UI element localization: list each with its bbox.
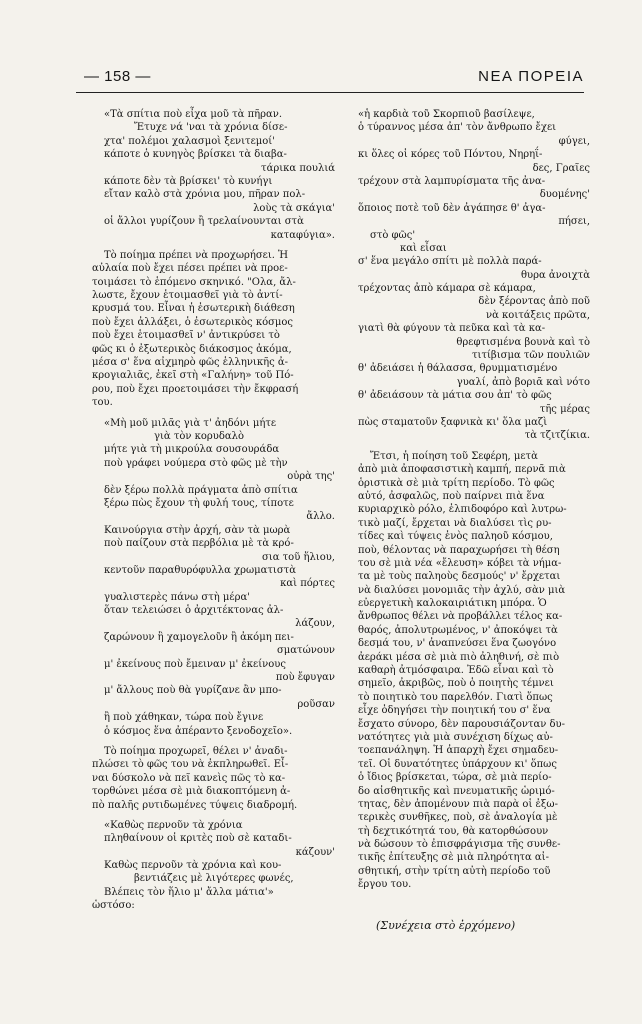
- left-column-line: ρου, ποὺ ἔχει προετοιμάσει τὴν ἔκφρασή: [92, 383, 299, 395]
- right-column-line: δεσμά του, ν' ἀναπνεύσει ἕνα ζωογόνο: [358, 638, 557, 650]
- right-column-line: Ἔτσι, ἡ ποίηση τοῦ Σεφέρη, μετὰ: [370, 450, 538, 462]
- left-column-line: Τὸ ποίημα πρέπει νὰ προχωρήσει. Ἡ: [104, 249, 289, 261]
- right-column-line: νὰ κοιτάξεις πρῶτα,: [486, 309, 590, 321]
- left-column-line: ὅταν τελειώσει ὁ ἀρχιτέκτονας ἀλ-: [104, 605, 284, 617]
- left-column-line: λωστε, ἔχουν ἑτοιμασθεῖ γιὰ τὸ ἀντί-: [92, 290, 283, 302]
- right-column-line: τικὸ μαζί, ἔρχεται νὰ διαλύσει τὶς ρυ-: [358, 517, 552, 529]
- left-column-line: δὲν ξέρω πολλὰ πράγματα ἀπὸ σπίτια: [104, 484, 298, 496]
- left-column-line: [92, 812, 335, 819]
- right-column-line: θρεφτισμένα βουνὰ καὶ τὸ: [456, 336, 590, 348]
- right-column-line: ἔργου του.: [358, 879, 412, 891]
- left-column-line: μ' ἐκείνους ποὺ ἔμειναν μ' ἐκείνους: [104, 658, 286, 670]
- right-column-line: ἔσχατο σύνορο, δὲν παρουσιάζονταν δυ-: [358, 718, 565, 730]
- left-column-line: ναι δύσκολο νὰ πεῖ κανεὶς πῶς τὸ κα-: [92, 772, 286, 784]
- right-column-line: θαρός, ἀπολυτρωμένος, ν' ἀποκόψει τὰ: [358, 624, 558, 636]
- right-column-line: γυαλί, ἀπὸ βοριᾶ καὶ νότο: [456, 376, 590, 388]
- right-column-line: δες, Γραῖες: [532, 162, 590, 174]
- right-column-line: εἶχε ὁδηγήσει τὴν ποιητική του σ' ἕνα: [358, 705, 551, 717]
- left-column: [92, 108, 335, 913]
- left-column-line: Τὸ ποίημα προχωρεῖ, θέλει ν' ἀναδι-: [104, 745, 288, 757]
- left-column-line: ποὺ ἔχει ἑτοιμασθεῖ ν' ἀντικρύσει τὸ: [92, 330, 280, 342]
- left-column-line: ποὺ ἔχει ἀλλάξει, ὁ ἐσωτερικὸς κόσμος: [92, 316, 294, 328]
- right-column-line: δυομένης': [539, 189, 590, 201]
- right-column-line: ὁ τύραννος μέσα ἀπ' τὸν ἄνθρωπο ἔχει: [358, 122, 557, 134]
- right-column-line: κι ὅλες οἱ κόρες τοῦ Πόντου, Νηρηΐ-: [358, 149, 543, 161]
- right-column-line: τιτίβισμα τῶν πουλιῶν: [472, 350, 590, 362]
- right-column-line: θυρα ἀνοιχτὰ: [520, 269, 590, 281]
- right-column-line: νατότητες γιὰ μιὰ συνέχιση δίχως αὐ-: [358, 731, 553, 743]
- right-column-line: τὰ τζιτζίκια.: [524, 430, 590, 442]
- right-column-line: τρέχοντας ἀπὸ κάμαρα σὲ κάμαρα,: [358, 283, 536, 295]
- left-column-line: [92, 410, 335, 417]
- left-column-line: οἱ ἄλλοι γυρίζουν ἢ τρελαίνουνται στὰ: [104, 216, 304, 228]
- left-column-line: γυαλιστερὲς πάνω στὴ μέρα': [104, 591, 250, 603]
- left-column-line: τάρικα πουλιά: [261, 162, 335, 174]
- right-column-line: τὴ δεχτικότητά του, θὰ κατορθώσουν: [358, 825, 549, 837]
- left-column-line: καὶ πόρτες: [280, 578, 335, 590]
- right-column-line: ὅποιος ποτὲ τοῦ δὲν ἀγάπησε θ' ἀγα-: [358, 202, 546, 214]
- left-column-line: πὸ παλῆς ρυτιδωμένες τύψεις διαδρομή.: [92, 799, 298, 811]
- page-header: [76, 62, 584, 93]
- left-column-line: [92, 242, 335, 249]
- right-column-line: ὁ ἴδιος βρίσκεται, τώρα, σὲ μιὰ περίο-: [358, 772, 552, 784]
- left-column-line: κάποτε δὲν τὰ βρίσκει' τὸ κυνήγι: [104, 175, 273, 187]
- right-column-line: τητας, δὲν ἀπομένουν πιὰ παρὰ οἱ ἐξω-: [358, 798, 558, 810]
- right-column-line: [358, 443, 590, 450]
- left-column-line: Καθὼς περνοῦν τὰ χρόνια καὶ κου-: [104, 860, 282, 872]
- left-column-line: κρυσμά του. Εἶναι ἡ ἐσωτερικὴ διάθεση: [92, 303, 295, 315]
- left-column-line: φῶς κι ὁ ἐξωτερικὸς διάκοσμος ἀκόμα,: [92, 343, 292, 355]
- right-column-line: ἀπὸ μιὰ ἀποφασιστικὴ καμπή, περνᾶ πιὰ: [358, 464, 566, 476]
- left-column-line: [92, 738, 335, 745]
- left-column-line: μήτε γιὰ τὴ μικρούλα σουσουράδα: [104, 444, 280, 456]
- right-column: [358, 108, 590, 892]
- right-column-line: τίδες καὶ τύψεις ἑνὸς παληοῦ κόσμου,: [358, 531, 553, 543]
- left-column-line: γιὰ τὸν κορυδαλὸ: [154, 430, 244, 442]
- right-column-line: νὰ διαλύσει μονομιᾶς τὴν ἀχλύ, σὰν μιὰ: [358, 584, 566, 596]
- continued-note: (Συνέχεια στὸ ἐρχόμενο): [376, 919, 516, 932]
- left-column-line: ἄλλο.: [306, 511, 335, 523]
- journal-title: ΝΕΑ ΠΟΡΕΙΑ: [478, 68, 584, 85]
- right-column-line: «ἡ καρδιὰ τοῦ Σκορπιοῦ βασίλεψε,: [358, 109, 535, 120]
- left-column-line: λάζουν,: [295, 618, 335, 630]
- left-column-line: τοιμάσει τὸ ἑπόμενο σκηνικό. "Ολα, ἄλ-: [92, 276, 296, 288]
- right-column-line: δο αἰσθητικῆς καὶ πνευματικῆς ὡριμό-: [358, 785, 555, 797]
- right-column-line: ὁριστικὰ σὲ μιὰ τρίτη περίοδο. Τὸ φῶς: [358, 477, 555, 489]
- right-column-line: δὲν ξέροντας ἀπὸ ποῦ: [478, 296, 590, 308]
- left-column-line: βεντιάζεις μὲ λιγότερες φωνές,: [134, 873, 294, 885]
- left-column-line: μ' ἄλλους ποὺ θὰ γυρίζανε ἂν μπο-: [104, 685, 282, 697]
- left-column-line: σματώνουν: [276, 645, 335, 657]
- left-column-line: ὡστόσο:: [92, 900, 135, 912]
- right-column-line: θ' ἀδειάσει ἡ θάλασσα, θρυμματισμένο: [358, 363, 558, 375]
- left-column-line: λοὺς τὰ σκάγια': [253, 202, 335, 214]
- right-column-line: σθητική, στὴν τρίτη αὐτὴ περίοδο τοῦ: [358, 865, 551, 877]
- left-column-line: κάζουν': [295, 846, 335, 858]
- right-column-line: πὼς σταματοῦν ξαφνικὰ κι' ὅλα μαζὶ: [358, 416, 548, 428]
- right-column-line: φύγει,: [558, 135, 590, 147]
- right-column-line: τρέχουν στὰ λαμπυρίσματα τῆς ἀνα-: [358, 175, 546, 187]
- right-column-line: στὸ φῶς': [370, 229, 416, 241]
- left-column-line: ξέρω πὼς ἔχουν τὴ φυλή τους, τίποτε: [104, 497, 294, 509]
- right-column-line: νὰ δώσουν τὸ ἐπισφράγισμα τῆς συνθε-: [358, 839, 561, 851]
- left-column-line: ἢ ποὺ χάθηκαν, τώρα ποὺ ἔγινε: [104, 712, 264, 724]
- right-column-line: κυριαρχικὸ ρόλο, ἐλπιδοφόρο καὶ λυτρω-: [358, 504, 567, 516]
- left-column-line: πλώσει τὸ φῶς του νὰ ἐκπληρωθεῖ. Εἶ-: [92, 759, 289, 771]
- right-column-line: ἄνθρωπος θέλει νὰ προβάλλει τέλος κα-: [358, 611, 563, 623]
- left-column-line: Βλέπεις τὸν ἥλιο μ' ἄλλα μάτια'»: [104, 886, 274, 898]
- left-column-line: πληθαίνουν οἱ κριτὲς ποὺ σὲ καταδι-: [104, 833, 292, 845]
- page-number: — 158 —: [84, 68, 151, 85]
- right-column-line: αὐτό, ἀσφαλῶς, ποὺ παίρνει πιὰ ἕνα: [358, 490, 545, 502]
- right-column-line: καὶ εἶσαι: [400, 242, 447, 254]
- right-column-line: σ' ἕνα μεγάλο σπίτι μὲ πολλὰ παρά-: [358, 256, 542, 268]
- right-column-line: ἀεράκι μέσα σὲ μιὰ πιὸ ἀληθινή, σὲ πιὸ: [358, 651, 560, 663]
- right-column-line: τὸ ποιητικὸ του παρελθόν. Γιατὶ ὅπως: [358, 691, 553, 703]
- left-column-line: Ἔτυχε νά 'ναι τὰ χρόνια δίσε-: [134, 122, 288, 134]
- left-column-line: ζαρώνουν ἢ χαμογελοῦν ἢ ἀκόμη πει-: [104, 631, 294, 643]
- left-column-line: «Τὰ σπίτια ποὺ εἶχα μοῦ τὰ πῆραν.: [104, 109, 283, 120]
- right-column-line: σημεῖο, ἀκριβῶς, ποὺ ὁ ποιητὴς τέμνει: [358, 678, 554, 690]
- right-column-line: πήσει,: [558, 216, 590, 228]
- left-column-line: ποὺ παίζουν στὰ περβόλια μὲ τὰ κρό-: [104, 538, 294, 550]
- left-column-line: μέσα σ' ἕνα αἰχμηρὸ φῶς ἑλληνικῆς ἀ-: [92, 357, 288, 369]
- left-column-line: εἴταν καλὸ στὰ χρόνια μου, πῆραν πολ-: [104, 189, 306, 201]
- right-column-line: ποὺ, θέλοντας νὰ παραχωρήσει τὴ θέση: [358, 544, 560, 556]
- left-column-line: καταφύγια».: [270, 229, 335, 241]
- right-column-line: θ' ἀδειάσουν τὰ μάτια σου ἀπ' τὸ φῶς: [358, 390, 552, 402]
- right-column-line: τεῖ. Οἱ δυνατότητες ὑπάρχουν κι' ὅπως: [358, 758, 557, 770]
- left-column-line: ποὺ γράφει νούμερα στὸ φῶς μὲ τὴν: [104, 457, 288, 469]
- right-column-line: τῆς μέρας: [539, 403, 590, 415]
- left-column-line: σια τοῦ ἥλιου,: [261, 551, 335, 563]
- right-column-line: τερικὲς συνθῆκες, ποὺ, σὲ ἀναλογία μὲ: [358, 812, 558, 824]
- left-column-line: κρογιαλιᾶς, ἐκεῖ στὴ «Γαλήνη» τοῦ Πό-: [92, 370, 294, 382]
- left-column-line: του.: [92, 397, 113, 409]
- right-column-line: γιατὶ θὰ φύγουν τὰ πεῦκα καὶ τὰ κα-: [358, 323, 546, 335]
- right-column-line: τοεπανάληψη. Ἡ ἀπαρχὴ ἔχει σημαδευ-: [358, 745, 559, 757]
- right-column-line: εὐεργετικὴ καλοκαιριάτικη μπόρα. Ὁ: [358, 598, 547, 610]
- left-column-line: «Μὴ μοῦ μιλᾶς γιὰ τ' ἀηδόνι μήτε: [104, 417, 277, 429]
- left-column-line: «Καθὼς περνοῦν τὰ χρόνια: [104, 819, 243, 831]
- left-column-line: ποὺ ἔφυγαν: [275, 672, 335, 684]
- right-column-line: καθαρὴ ἀτμόσφαιρα. Ἐδῶ εἶναι καὶ τὸ: [358, 665, 554, 677]
- left-column-line: αὐλαία ποὺ ἔχει πέσει πρέπει νὰ προε-: [92, 263, 288, 275]
- left-column-line: χτα' πολέμοι χαλασμοὶ ξενιτεμοί': [104, 135, 275, 147]
- left-column-line: τορθώνει μέσα σὲ μιὰ διακοπτόμενη ἀ-: [92, 786, 291, 798]
- left-column-line: κεντοῦν παραθυρόφυλλα χρωματιστὰ: [104, 564, 296, 576]
- left-column-line: κάποτε ὁ κυνηγὸς βρίσκει τὰ διαβα-: [104, 149, 287, 161]
- right-column-line: τα μὲ τοὺς παληοὺς δεσμούς' ν' ἔρχεται: [358, 571, 561, 583]
- left-column-line: ὁ κόσμος ἕνα ἀπέραντο ξενοδοχεῖο».: [104, 725, 293, 737]
- right-column-line: του σὲ μιὰ νέα «ἔλευση» κόβει τὰ νήμα-: [358, 557, 562, 569]
- left-column-line: ροῦσαν: [297, 698, 335, 710]
- left-column-line: οὐρὰ της': [287, 471, 335, 483]
- right-column-line: τικῆς ἐπίτευξης σὲ μιὰ πληρότητα αἰ-: [358, 852, 549, 864]
- left-column-line: Καινούργια στὴν ἀρχή, σὰν τὰ μωρὰ: [104, 524, 291, 536]
